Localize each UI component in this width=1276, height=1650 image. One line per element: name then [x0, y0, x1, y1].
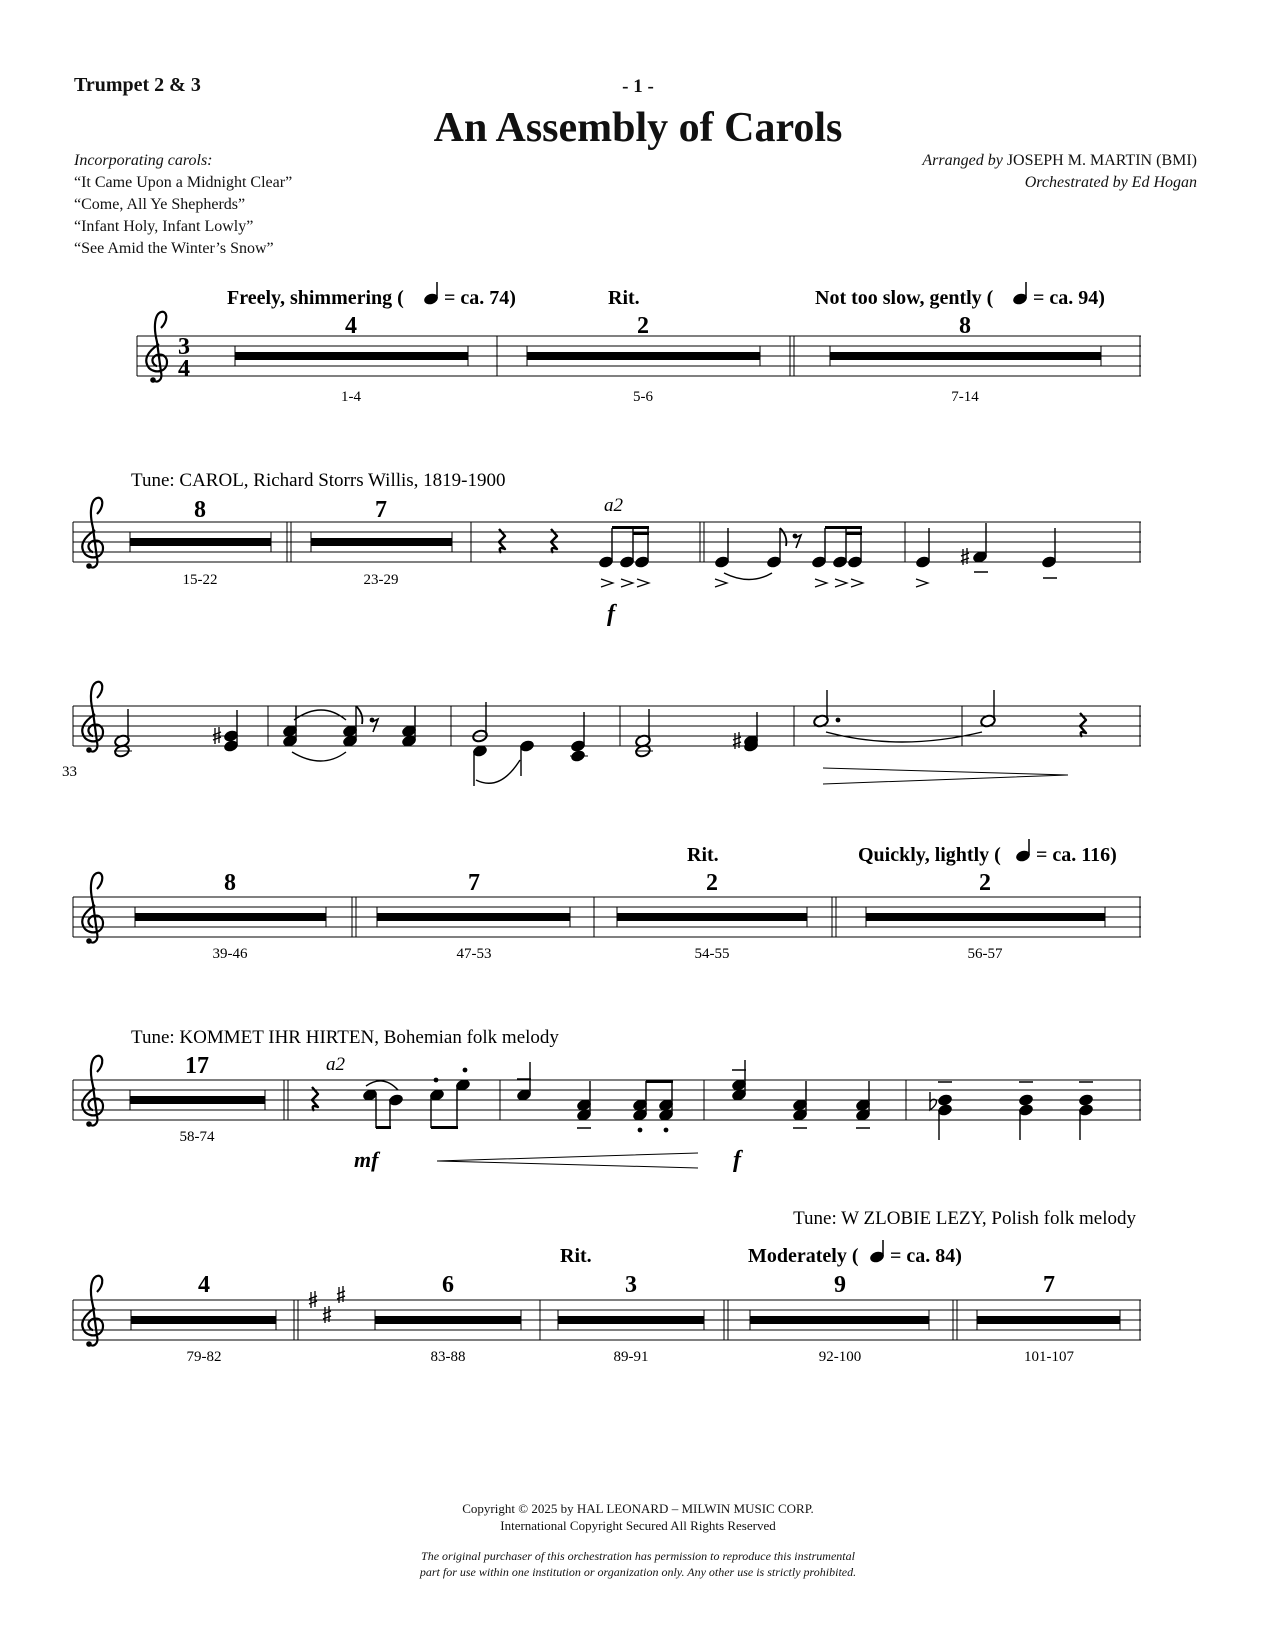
rest-count: 6 — [442, 1272, 454, 1298]
measure-range: 7-14 — [951, 389, 979, 405]
carol-item: “Come, All Ye Shepherds” — [74, 196, 246, 213]
tempo-bpm: = ca. 116) — [1036, 844, 1117, 866]
measure-range: 54-55 — [694, 946, 730, 962]
rights-line: International Copyright Secured All Rights Reserved — [500, 1518, 776, 1533]
dynamic-marking: f — [733, 1147, 741, 1173]
arranged-by-label: Arranged by — [922, 152, 1003, 169]
tempo-bpm: = ca. 74) — [444, 287, 516, 309]
rest-count: 7 — [468, 870, 480, 896]
measure-range: 47-53 — [456, 946, 492, 962]
measure-range: 1-4 — [341, 389, 361, 405]
system-5 — [73, 1027, 1141, 1173]
tempo-marking: Quickly, lightly ( — [858, 844, 1001, 866]
measure-range: 92-100 — [818, 1349, 862, 1365]
svg-text:3: 3 — [178, 334, 190, 360]
measure-range: 56-57 — [967, 946, 1003, 962]
carol-item: “See Amid the Winter’s Snow” — [74, 240, 274, 257]
rest-count: 8 — [959, 313, 971, 339]
measure-range: 5-6 — [633, 389, 653, 405]
tune-label: Tune: KOMMET IHR HIRTEN, Bohemian folk melody — [131, 1027, 559, 1048]
piece-title: An Assembly of Carols — [433, 105, 843, 151]
measure-range: 39-46 — [212, 946, 248, 962]
orchestrator: Orchestrated by Ed Hogan — [1024, 174, 1197, 191]
system-3 — [62, 682, 1141, 786]
permission-line-1: The original purchaser of this orchestration has permission to reproduce this instrumental — [421, 1549, 855, 1563]
dynamic-marking: f — [607, 601, 615, 627]
tune-label: Tune: W ZLOBIE LEZY, Polish folk melody — [793, 1208, 1136, 1229]
system-4 — [73, 839, 1141, 962]
rest-count: 2 — [979, 870, 991, 896]
carol-item: “Infant Holy, Infant Lowly” — [74, 218, 254, 235]
rest-count: 17 — [185, 1053, 209, 1079]
copyright-line: Copyright © 2025 by HAL LEONARD – MILWIN MUSIC CORP. — [462, 1501, 814, 1516]
carol-item: “It Came Upon a Midnight Clear” — [74, 174, 293, 191]
measure-number: 33 — [62, 764, 77, 780]
measure-range: 15-22 — [182, 572, 218, 588]
tune-label: Tune: CAROL, Richard Storrs Willis, 1819-1900 — [131, 470, 506, 491]
part-name: Trumpet 2 & 3 — [74, 74, 201, 96]
rest-count: 8 — [224, 870, 236, 896]
rit-marking: Rit. — [687, 844, 719, 866]
arranger-name: JOSEPH M. MARTIN (BMI) — [1006, 152, 1197, 169]
permission-notice — [0, 1548, 1276, 1580]
rest-count: 2 — [637, 313, 649, 339]
tempo-bpm: = ca. 84) — [890, 1245, 962, 1267]
rit-marking: Rit. — [608, 287, 640, 309]
rest-count: 2 — [706, 870, 718, 896]
tempo-marking: Freely, shimmering ( — [227, 287, 404, 309]
tempo-marking: Moderately ( — [748, 1245, 859, 1267]
tempo-bpm: = ca. 94) — [1033, 287, 1105, 309]
page-number: - 1 - — [622, 76, 654, 97]
rest-count: 4 — [198, 1272, 210, 1298]
rest-count: 8 — [194, 497, 206, 523]
system-1 — [137, 282, 1141, 405]
rest-count: 4 — [345, 313, 357, 339]
system-6 — [73, 1208, 1141, 1365]
tempo-marking: Not too slow, gently ( — [815, 287, 994, 309]
measure-range: 58-74 — [179, 1129, 215, 1145]
measure-range: 101-107 — [1024, 1349, 1074, 1365]
copyright-notice — [0, 1500, 1276, 1534]
measure-range: 79-82 — [186, 1349, 222, 1365]
rest-count: 7 — [375, 497, 387, 523]
measure-range: 89-91 — [613, 1349, 649, 1365]
incorporating-heading: Incorporating carols: — [74, 152, 213, 169]
system-2 — [73, 470, 1141, 627]
rest-count: 3 — [625, 1272, 637, 1298]
measure-range: 83-88 — [430, 1349, 466, 1365]
dynamic-marking: mf — [354, 1147, 379, 1172]
a2-marking: a2 — [604, 495, 623, 516]
a2-marking: a2 — [326, 1054, 345, 1075]
rit-marking: Rit. — [560, 1245, 592, 1267]
rest-count: 7 — [1043, 1272, 1055, 1298]
rest-count: 9 — [834, 1272, 846, 1298]
permission-line-2: part for use within one institution or organization only. Any other use is strictly prohibited. — [419, 1565, 857, 1579]
svg-text:4: 4 — [178, 356, 190, 382]
measure-range: 23-29 — [363, 572, 399, 588]
